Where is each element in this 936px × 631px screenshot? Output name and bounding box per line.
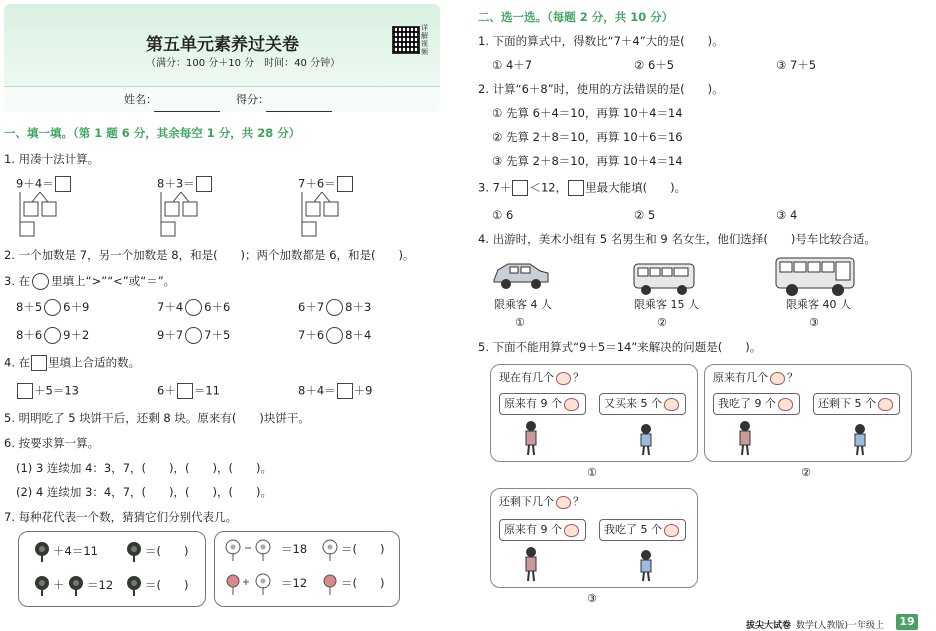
light-flower-icon <box>223 538 281 562</box>
compare-circle[interactable] <box>44 299 61 316</box>
name-label: 姓名： <box>124 93 157 106</box>
panel-left-bubble: 原来有 9 个 <box>499 393 586 415</box>
flower-eq-1: ＋4＝11 <box>53 544 98 558</box>
flower-eq-7: ＝12 <box>281 576 308 590</box>
compare-circle[interactable] <box>326 327 343 344</box>
compare-circle[interactable] <box>44 327 61 344</box>
r-q2-opt3[interactable]: ③ 先算 2＋8＝10，再算 10＋4＝14 <box>492 154 683 168</box>
answer-box[interactable] <box>337 383 353 399</box>
split-diagram-3 <box>298 192 348 242</box>
flower-eq-2: ＝( ) <box>145 544 189 558</box>
vehicle-mark-2[interactable]: ② <box>657 316 667 329</box>
blank-box-icon <box>31 355 47 371</box>
flower-eq-6: ＝( ) <box>341 542 385 556</box>
exam-header <box>4 4 440 111</box>
answer-box[interactable] <box>337 176 353 192</box>
peach-icon <box>664 398 679 411</box>
qr-label: 详解视频 <box>421 24 428 56</box>
vehicle-label-2: 限乘客 15 人 <box>634 298 699 311</box>
problem-panel-1 <box>490 364 698 462</box>
q1-item-1: 9＋4＝ <box>16 176 72 192</box>
q4-item2: 6＋ ＝11 <box>157 383 220 398</box>
compare-circle[interactable] <box>185 299 202 316</box>
dark-flower-icon <box>31 540 53 562</box>
peach-icon <box>778 398 793 411</box>
problem-panel-3 <box>490 488 698 588</box>
dark-flower-icon <box>65 574 87 596</box>
q1-stem: 1. 用凑十法计算。 <box>4 152 100 166</box>
plus-sign: ＋ <box>53 578 65 592</box>
r-q2-opt2[interactable]: ② 先算 2＋8＝10，再算 10＋6＝16 <box>492 130 683 144</box>
answer-box[interactable] <box>17 383 33 399</box>
r-q3-stem: 3. 7＋ ＜12， 里最大能填( )。 <box>478 180 687 195</box>
qr-code-icon[interactable] <box>392 26 420 54</box>
panel-mark-1[interactable]: ① <box>587 466 597 479</box>
q1-item-3: 7＋6＝ <box>298 176 354 192</box>
exam-subtitle: （满分：100 分＋10 分 时间：40 分钟） <box>146 58 341 69</box>
dark-flower-icon <box>31 574 53 596</box>
bus-icon <box>772 254 858 298</box>
flower-eq-4: ＝( ) <box>145 578 189 592</box>
q2-text: 2. 一个加数是 7，另一个加数是 8，和是( )；两个加数都是 6，和是( )。 <box>4 248 415 262</box>
r-q2-stem: 2. 计算“6＋8”时，使用的方法错误的是( )。 <box>478 82 724 96</box>
panel-left-bubble: 原来有 9 个 <box>499 519 586 541</box>
panel-right-bubble: 又买来 5 个 <box>599 393 686 415</box>
page-number: 19 <box>896 614 918 630</box>
peach-icon <box>564 398 579 411</box>
q3-row1-item1: 8＋5 6＋9 <box>16 300 90 314</box>
peach-icon <box>564 524 579 537</box>
r-q4-stem: 4. 出游时，美术小组有 5 名男生和 9 名女生，他们选择( )号车比较合适。 <box>478 232 876 246</box>
car-icon <box>490 254 552 292</box>
panel-question: 原来有几个 ？ <box>713 371 798 384</box>
panel-question: 还剩下几个 ？ <box>499 495 584 508</box>
r-q3-opt3[interactable]: ③ 4 <box>776 208 798 222</box>
panel-right-bubble: 我吃了 5 个 <box>599 519 686 541</box>
r-q1-stem: 1. 下面的算式中，得数比“7＋4”大的是( )。 <box>478 34 724 48</box>
panel-question: 现在有几个 ？ <box>499 371 584 384</box>
name-score-band <box>4 86 440 112</box>
peach-icon <box>556 372 571 385</box>
r-q1-opt2[interactable]: ② 6＋5 <box>634 58 675 72</box>
dark-flower-icon <box>123 540 145 562</box>
section1-title: 一、填一填。（第 1 题 6 分，其余每空 1 分，共 28 分） <box>4 126 301 140</box>
dark-flower-icon <box>123 574 145 596</box>
flower-eq-8: ＝( ) <box>341 576 385 590</box>
flower-box-1 <box>18 531 206 607</box>
footer-subject: 数学(人教版)一年级上 <box>796 621 885 631</box>
girl-icon <box>637 549 655 583</box>
pink-flower-icon <box>319 572 341 596</box>
r-q1-opt1[interactable]: ① 4＋7 <box>492 58 533 72</box>
flower-eq-5: ＝18 <box>281 542 308 556</box>
vehicle-label-3: 限乘客 40 人 <box>786 298 851 311</box>
q6-line1: (1) 3 连续加 4：3，7，( )，( )，( )。 <box>16 461 272 475</box>
panel-left-bubble: 我吃了 9 个 <box>713 393 800 415</box>
q7-stem: 7. 每种花代表一个数，猜猜它们分别代表几。 <box>4 510 238 524</box>
q3-row1-item2: 7＋4 6＋6 <box>157 300 231 314</box>
q3-row2-item3: 7＋6 8＋4 <box>298 328 372 342</box>
r-q1-opt3[interactable]: ③ 7＋5 <box>776 58 817 72</box>
r-q3-opt2[interactable]: ② 5 <box>634 208 656 222</box>
problem-panel-2 <box>704 364 912 462</box>
answer-box[interactable] <box>196 176 212 192</box>
answer-box[interactable] <box>55 176 71 192</box>
mixed-flower-icon <box>223 572 281 596</box>
flower-box-2 <box>214 531 400 607</box>
r-q3-opt1[interactable]: ① 6 <box>492 208 514 222</box>
vehicle-mark-3[interactable]: ③ <box>809 316 819 329</box>
panel-right-bubble: 还剩下 5 个 <box>813 393 900 415</box>
peach-icon <box>878 398 893 411</box>
compare-circle[interactable] <box>326 299 343 316</box>
compare-circle <box>32 273 49 290</box>
q1-item-2: 8＋3＝ <box>157 176 213 192</box>
girl-icon <box>735 419 755 457</box>
score-label: 得分： <box>236 93 269 106</box>
minibus-icon <box>630 260 698 298</box>
split-diagram-1 <box>16 192 66 242</box>
exam-title: 第五单元素养过关卷 <box>146 35 299 55</box>
light-flower-icon <box>319 538 341 562</box>
blank-box-icon <box>568 180 584 196</box>
panel-mark-2[interactable]: ② <box>801 466 811 479</box>
score-field[interactable] <box>266 93 332 112</box>
peach-icon <box>770 372 785 385</box>
q3-stem: 3. 在 里填上“>”“<”或“＝”。 <box>4 274 176 288</box>
answer-box[interactable] <box>177 383 193 399</box>
girl-icon <box>851 423 869 457</box>
blank-box-icon <box>512 180 528 196</box>
q5-text: 5. 明明吃了 5 块饼干后，还剩 8 块。原来有( )块饼干。 <box>4 411 310 425</box>
q3-row2-item2: 9＋7 7＋5 <box>157 328 231 342</box>
girl-icon <box>521 419 541 457</box>
footer-brand: 拔尖大试卷 <box>746 621 792 631</box>
peach-icon <box>556 496 571 509</box>
r-q2-opt1[interactable]: ① 先算 6＋4＝10，再算 10＋4＝14 <box>492 106 683 120</box>
q3-row2-item1: 8＋6 9＋2 <box>16 328 90 342</box>
q4-item1: ＋5＝13 <box>16 383 79 399</box>
vehicle-label-1: 限乘客 4 人 <box>494 298 552 311</box>
section2-title: 二、选一选。（每题 2 分，共 10 分） <box>478 10 674 24</box>
compare-circle[interactable] <box>185 327 202 344</box>
panel-mark-3[interactable]: ③ <box>587 592 597 605</box>
girl-icon <box>637 423 655 457</box>
vehicle-mark-1[interactable]: ① <box>515 316 525 329</box>
r-q5-stem: 5. 下面不能用算式“9＋5＝14”来解决的问题是( )。 <box>478 340 762 354</box>
name-field[interactable] <box>154 93 220 112</box>
q4-stem: 4. 在 里填上合适的数。 <box>4 355 141 370</box>
peach-icon <box>664 524 679 537</box>
split-diagram-2 <box>157 192 207 242</box>
girl-icon <box>521 545 541 583</box>
q3-row1-item3: 6＋7 8＋3 <box>298 300 372 314</box>
q4-item3: 8＋4＝ ＋9 <box>298 383 373 398</box>
flower-eq-3: ＝12 <box>87 578 114 592</box>
q6-stem: 6. 按要求算一算。 <box>4 436 100 450</box>
q6-line2: (2) 4 连续加 3：4，7，( )，( )，( )。 <box>16 485 272 499</box>
